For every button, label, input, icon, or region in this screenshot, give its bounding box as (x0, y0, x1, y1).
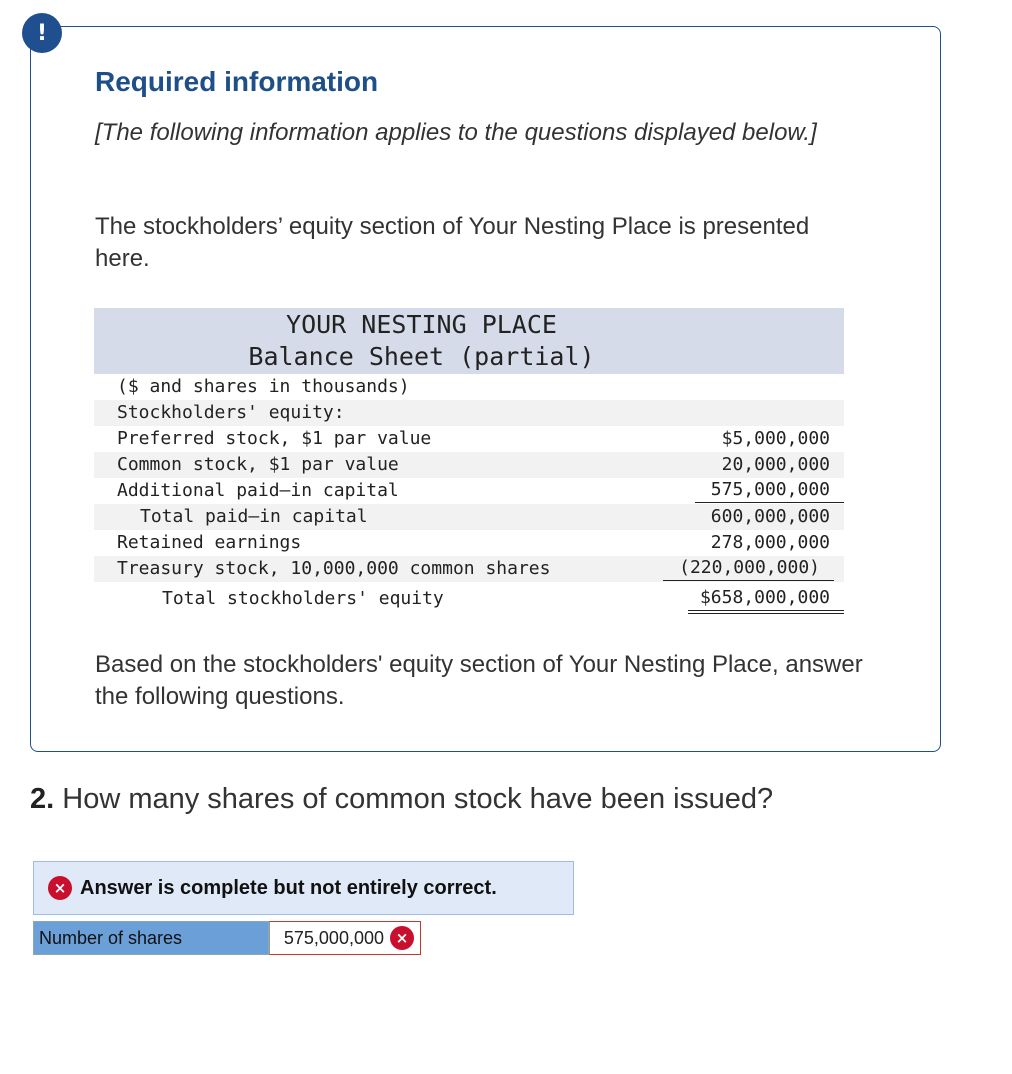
row-label: Additional paid–in capital (117, 480, 399, 501)
required-info-title: Required information (95, 66, 379, 97)
table-row (94, 582, 844, 618)
row-label: Treasury stock, 10,000,000 common shares (117, 558, 551, 579)
answer-value: 575,000,000 (283, 927, 384, 948)
incorrect-icon: × (390, 926, 414, 950)
table-row (94, 504, 844, 530)
table-row (94, 400, 844, 426)
balance-sheet-header (94, 308, 844, 374)
answer-label: Number of shares (33, 921, 269, 955)
row-value: $5,000,000 (721, 428, 830, 449)
row-label: Common stock, $1 par value (117, 454, 399, 475)
table-row (94, 374, 844, 400)
table-row (94, 452, 844, 478)
row-label: Retained earnings (117, 532, 302, 553)
intro-text: The stockholders’ equity section of Your Nesting Place is presented here. (95, 213, 810, 272)
result-banner (33, 861, 574, 915)
statement-title: Balance Sheet (partial) (248, 342, 595, 371)
row-label: Stockholders' equity: (117, 402, 345, 423)
answer-row (33, 921, 421, 955)
row-value: 20,000,000 (721, 454, 830, 475)
table-row (94, 556, 844, 582)
question-text (30, 783, 773, 816)
table-row (94, 530, 844, 556)
row-value: $658,000,000 (688, 586, 844, 614)
question-number: 2. (30, 783, 55, 815)
row-label: Preferred stock, $1 par value (117, 428, 432, 449)
row-value: 575,000,000 (695, 478, 844, 503)
number-of-shares-input[interactable] (269, 921, 421, 955)
info-note: [The following information applies to the questions displayed below.] (95, 119, 817, 146)
balance-sheet-table (94, 308, 844, 618)
row-value: 278,000,000 (710, 532, 830, 553)
row-label: ($ and shares in thousands) (117, 376, 410, 397)
alert-icon: ! (22, 13, 62, 53)
company-name: YOUR NESTING PLACE (286, 310, 557, 339)
row-label: Total paid–in capital (140, 506, 368, 527)
result-message: Answer is complete but not entirely correct. (80, 876, 497, 899)
row-label: Total stockholders' equity (162, 588, 444, 609)
instruction-text: Based on the stockholders' equity section of Your Nesting Place, answer the following questions. (95, 651, 863, 710)
row-value: 600,000,000 (710, 506, 830, 527)
row-value: (220,000,000) (663, 556, 834, 581)
incorrect-icon: × (48, 876, 72, 900)
question-body: How many shares of common stock have been issued? (62, 783, 774, 815)
table-row (94, 426, 844, 452)
table-row (94, 478, 844, 504)
